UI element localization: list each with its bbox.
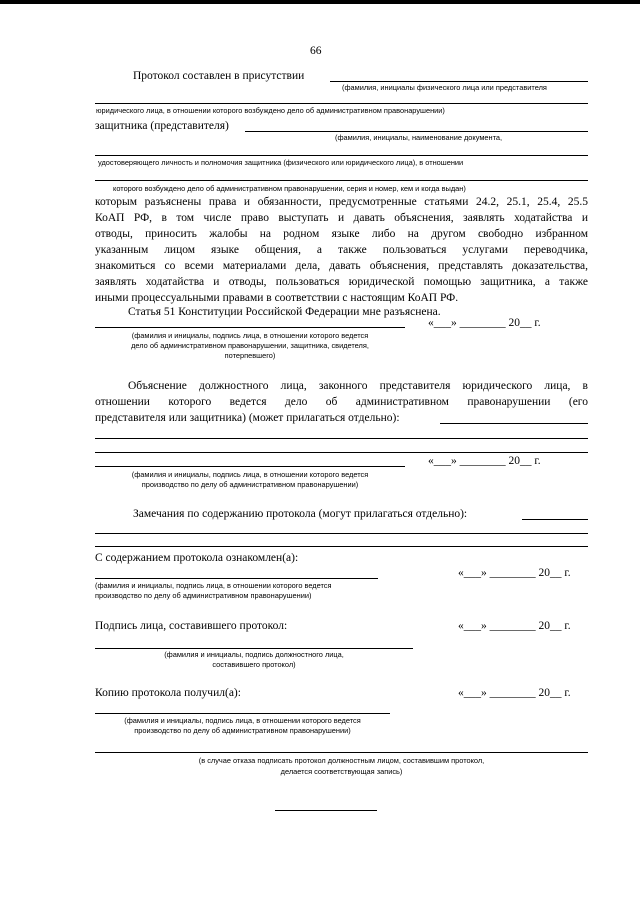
constitution-signature-line[interactable]	[95, 327, 405, 328]
presence-caption-2: юридического лица, в отношении которого возбуждено дело об административном правонарушении)	[96, 106, 445, 115]
rights-line: заявлять ходатайства и отводы, пользоваться юридической помощью защитника, а также	[95, 276, 588, 288]
constitution-caption: потерпевшего)	[224, 351, 276, 360]
copy-received-date[interactable]: «___» ________ 20__ г.	[458, 687, 571, 699]
defender-caption-2: удостоверяющего личность и полномочия защитника (физического или юридического лица), в отношении	[98, 158, 464, 167]
rights-line: иными процессуальными правами в соответствии с настоящим КоАП РФ.	[95, 292, 459, 304]
constitution-text: Статья 51 Конституции Российской Федерации мне разъяснена.	[128, 306, 441, 318]
rights-line: отводы, приносить жалобы на родном языке либо на другом свободно избранном	[95, 228, 588, 240]
presence-fill-line[interactable]	[330, 81, 588, 82]
explanation-fill-line[interactable]	[95, 452, 588, 453]
top-border	[0, 0, 640, 4]
constitution-date[interactable]: «___» ________ 20__ г.	[428, 317, 541, 329]
acquainted-signature-line[interactable]	[95, 578, 378, 579]
explanation-signature-line[interactable]	[95, 466, 405, 467]
rights-line: указанным лицом языке общения, а также пользоваться услугами переводчика,	[95, 244, 588, 256]
defender-caption: (фамилия, инициалы, наименование документа,	[335, 133, 503, 142]
explanation-fill-line[interactable]	[95, 438, 588, 439]
refusal-caption: делается соответствующая запись)	[280, 767, 403, 776]
rights-line: знакомиться со всеми материалами дела, давать объяснения, представлять доказательства,	[95, 260, 588, 272]
explanation-line: Объяснение должностного лица, законного представителя юридического лица, в	[128, 380, 588, 392]
remarks-fill-line[interactable]	[95, 533, 588, 534]
copy-received-caption: (фамилия и инициалы, подпись лица, в отношении которого ведется	[124, 716, 361, 725]
remarks-label: Замечания по содержанию протокола (могут прилагаться отдельно):	[133, 508, 468, 520]
defender-fill-line-3[interactable]	[95, 180, 588, 181]
signature-label: Подпись лица, составившего протокол:	[95, 620, 288, 632]
signature-caption: составившего протокол)	[212, 660, 296, 669]
presence-caption: (фамилия, инициалы физического лица или представителя	[342, 83, 547, 92]
constitution-caption: дело об административном правонарушении, защитника, свидетеля,	[131, 341, 369, 350]
presence-fill-line-2[interactable]	[95, 103, 588, 104]
remarks-fill-line[interactable]	[522, 519, 588, 520]
explanation-date[interactable]: «___» ________ 20__ г.	[428, 455, 541, 467]
copy-received-caption: производство по делу об административном правонарушении)	[134, 726, 351, 735]
explanation-line: отношении которого ведется дело об административном правонарушении (его	[95, 396, 588, 408]
rights-line: которым разъяснены права и обязанности, предусмотренные статьями 24.2, 25.1, 25.4, 25.5	[95, 196, 588, 208]
defender-label: защитника (представителя)	[95, 120, 229, 132]
explanation-line: представителя или защитника) (может прилагаться отдельно):	[95, 412, 400, 424]
explanation-caption: производство по делу об административном правонарушении)	[141, 480, 359, 489]
rights-line: КоАП РФ, в том числе право выступать и давать объяснения, заявлять ходатайства и	[95, 212, 588, 224]
defender-caption-3: которого возбуждено дело об административном правонарушении, серия и номер, кем и когда выдан)	[113, 184, 466, 193]
copy-received-signature-line[interactable]	[95, 713, 390, 714]
remarks-fill-line[interactable]	[95, 546, 588, 547]
refusal-fill-line[interactable]	[95, 752, 588, 753]
page-number: 66	[310, 45, 322, 57]
copy-received-label: Копию протокола получил(а):	[95, 687, 241, 699]
signature-line[interactable]	[95, 648, 413, 649]
footer-rule	[275, 810, 377, 811]
acquainted-caption: (фамилия и инициалы, подпись лица, в отношении которого ведется	[95, 581, 332, 590]
acquainted-caption: производство по делу об административном правонарушении)	[95, 591, 312, 600]
protocol-presence-label: Протокол составлен в присутствии	[133, 70, 305, 82]
signature-date[interactable]: «___» ________ 20__ г.	[458, 620, 571, 632]
acquainted-date[interactable]: «___» ________ 20__ г.	[458, 567, 571, 579]
defender-fill-line-2[interactable]	[95, 155, 588, 156]
explanation-fill-line[interactable]	[440, 423, 588, 424]
refusal-caption: (в случае отказа подписать протокол должностным лицом, составившим протокол,	[198, 756, 485, 765]
signature-caption: (фамилия и инициалы, подпись должностного лица,	[164, 650, 344, 659]
acquainted-label: С содержанием протокола ознакомлен(а):	[95, 552, 299, 564]
constitution-caption: (фамилия и инициалы, подпись лица, в отношении которого ведется	[131, 331, 369, 340]
explanation-caption: (фамилия и инициалы, подпись лица, в отношении которого ведется	[131, 470, 369, 479]
defender-fill-line[interactable]	[245, 131, 588, 132]
